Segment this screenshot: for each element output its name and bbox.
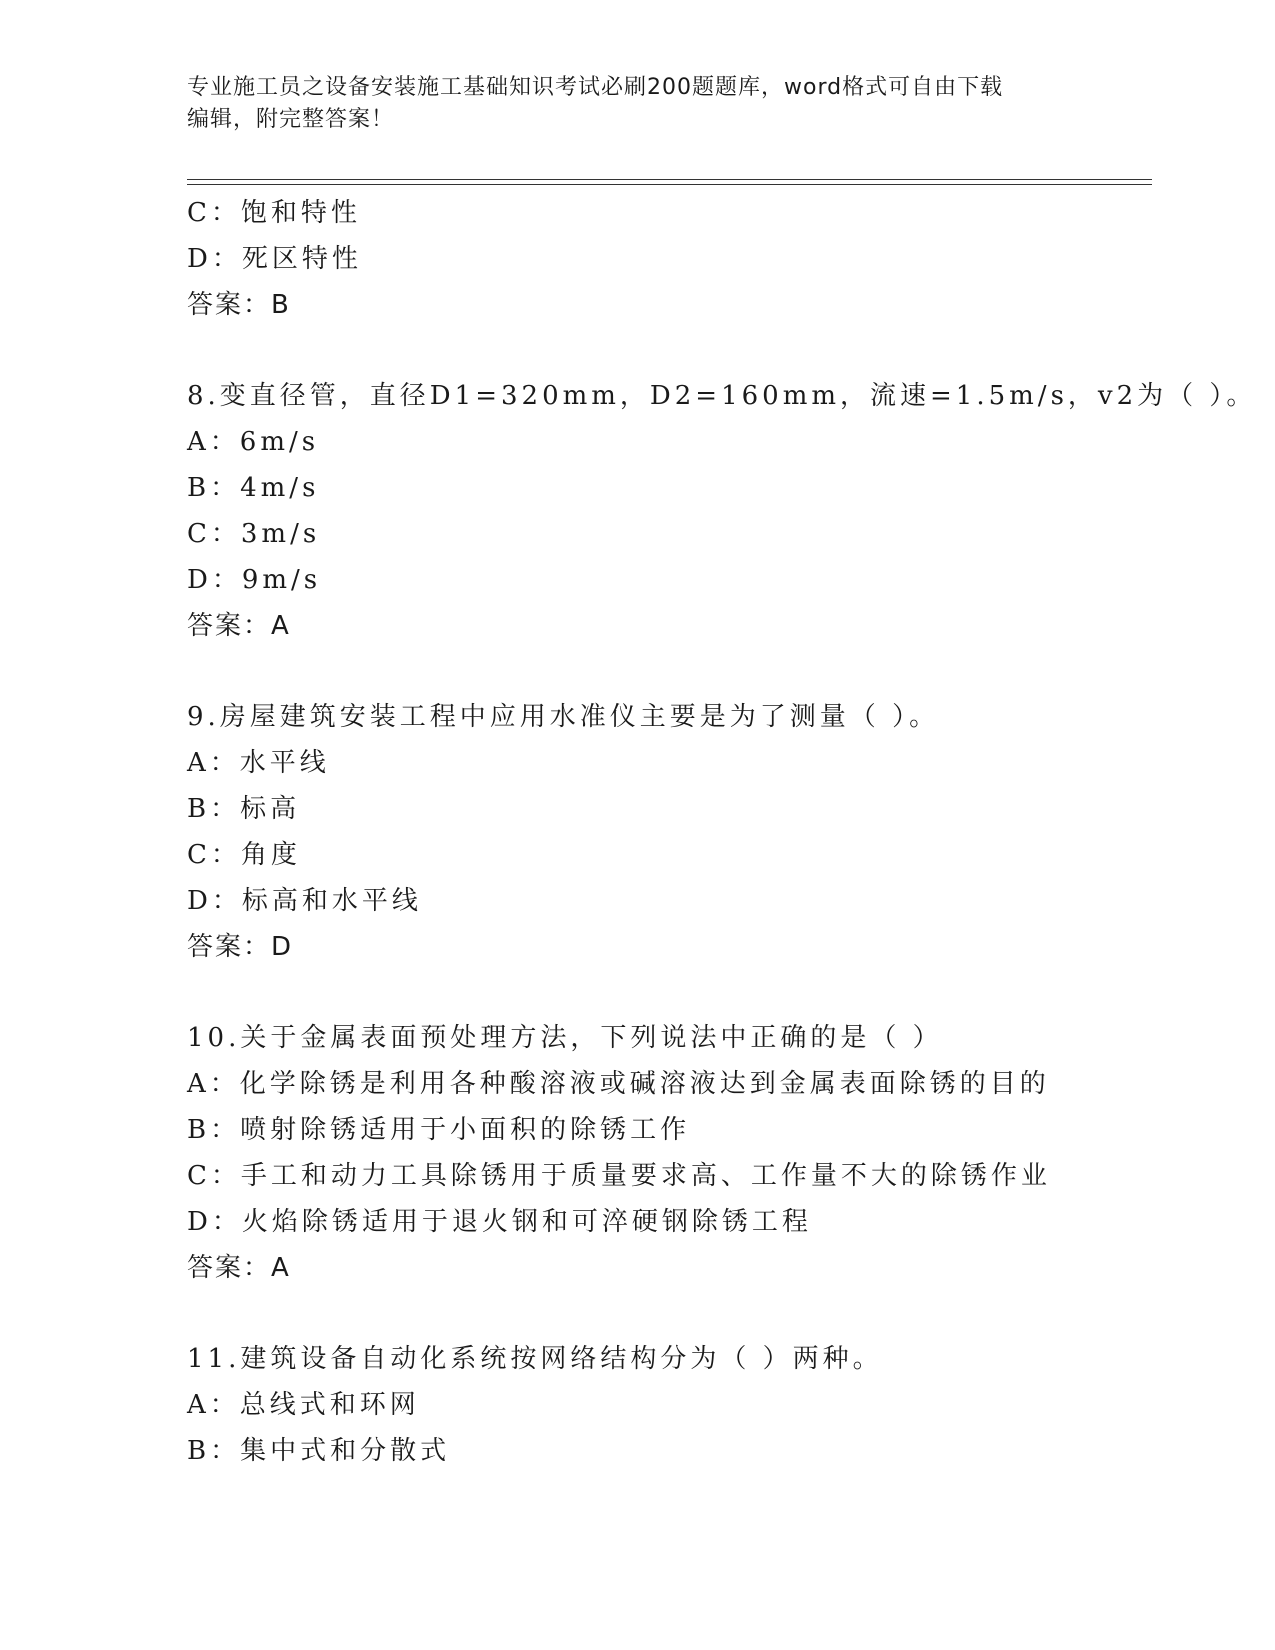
answer-line: 答案：D [187, 932, 294, 962]
answer-line: 答案：A [187, 1253, 291, 1283]
option-c: C：饱和特性 [187, 198, 361, 228]
question-stem: 11.建筑设备自动化系统按网络结构分为（ ）两种。 [187, 1344, 883, 1374]
spacer [187, 1291, 1152, 1336]
option-d: D：9m/s [187, 565, 322, 595]
header-title-line-1: 专业施工员之设备安装施工基础知识考试必刷200题题库，word格式可自由下载 [187, 75, 1004, 100]
option-d: D：死区特性 [187, 244, 362, 274]
option-b: B：4m/s [187, 473, 320, 503]
question-block-8 [187, 373, 1257, 649]
option-a: A：6m/s [187, 427, 320, 457]
header-title-line-2: 编辑，附完整答案！ [187, 107, 395, 132]
option-a: A：水平线 [187, 748, 330, 778]
option-c: C：角度 [187, 840, 301, 870]
question-stem: 8.变直径管，直径D1=320mm，D2=160mm，流速=1.5m/s，v2为（ ）。 [187, 381, 1257, 411]
option-c: C：手工和动力工具除锈用于质量要求高、工作量不大的除锈作业 [187, 1161, 1051, 1191]
header-divider-top [187, 179, 1152, 180]
option-d: D：火焰除锈适用于退火钢和可淬硬钢除锈工程 [187, 1207, 812, 1237]
question-block-11 [187, 1336, 1152, 1474]
question-stem: 10.关于金属表面预处理方法，下列说法中正确的是（ ） [187, 1023, 943, 1053]
document-header [187, 72, 1067, 136]
spacer [187, 328, 1152, 373]
option-a: A：总线式和环网 [187, 1390, 420, 1420]
answer-line: 答案：B [187, 290, 291, 320]
option-a: A：化学除锈是利用各种酸溶液或碱溶液达到金属表面除锈的目的 [187, 1069, 1050, 1099]
header-divider-bottom [187, 184, 1152, 185]
question-stem: 9.房屋建筑安装工程中应用水准仪主要是为了测量（ ）。 [187, 702, 940, 732]
option-b: B：集中式和分散式 [187, 1436, 451, 1466]
question-block-9 [187, 694, 1152, 970]
question-block-10 [187, 1015, 1152, 1291]
option-b: B：标高 [187, 794, 301, 824]
question-block-prev [187, 190, 1152, 328]
spacer [187, 649, 1152, 694]
answer-line: 答案：A [187, 611, 291, 641]
option-c: C：3m/s [187, 519, 321, 549]
spacer [187, 970, 1152, 1015]
option-d: D：标高和水平线 [187, 886, 422, 916]
option-b: B：喷射除锈适用于小面积的除锈工作 [187, 1115, 691, 1145]
question-list [187, 190, 1257, 1474]
